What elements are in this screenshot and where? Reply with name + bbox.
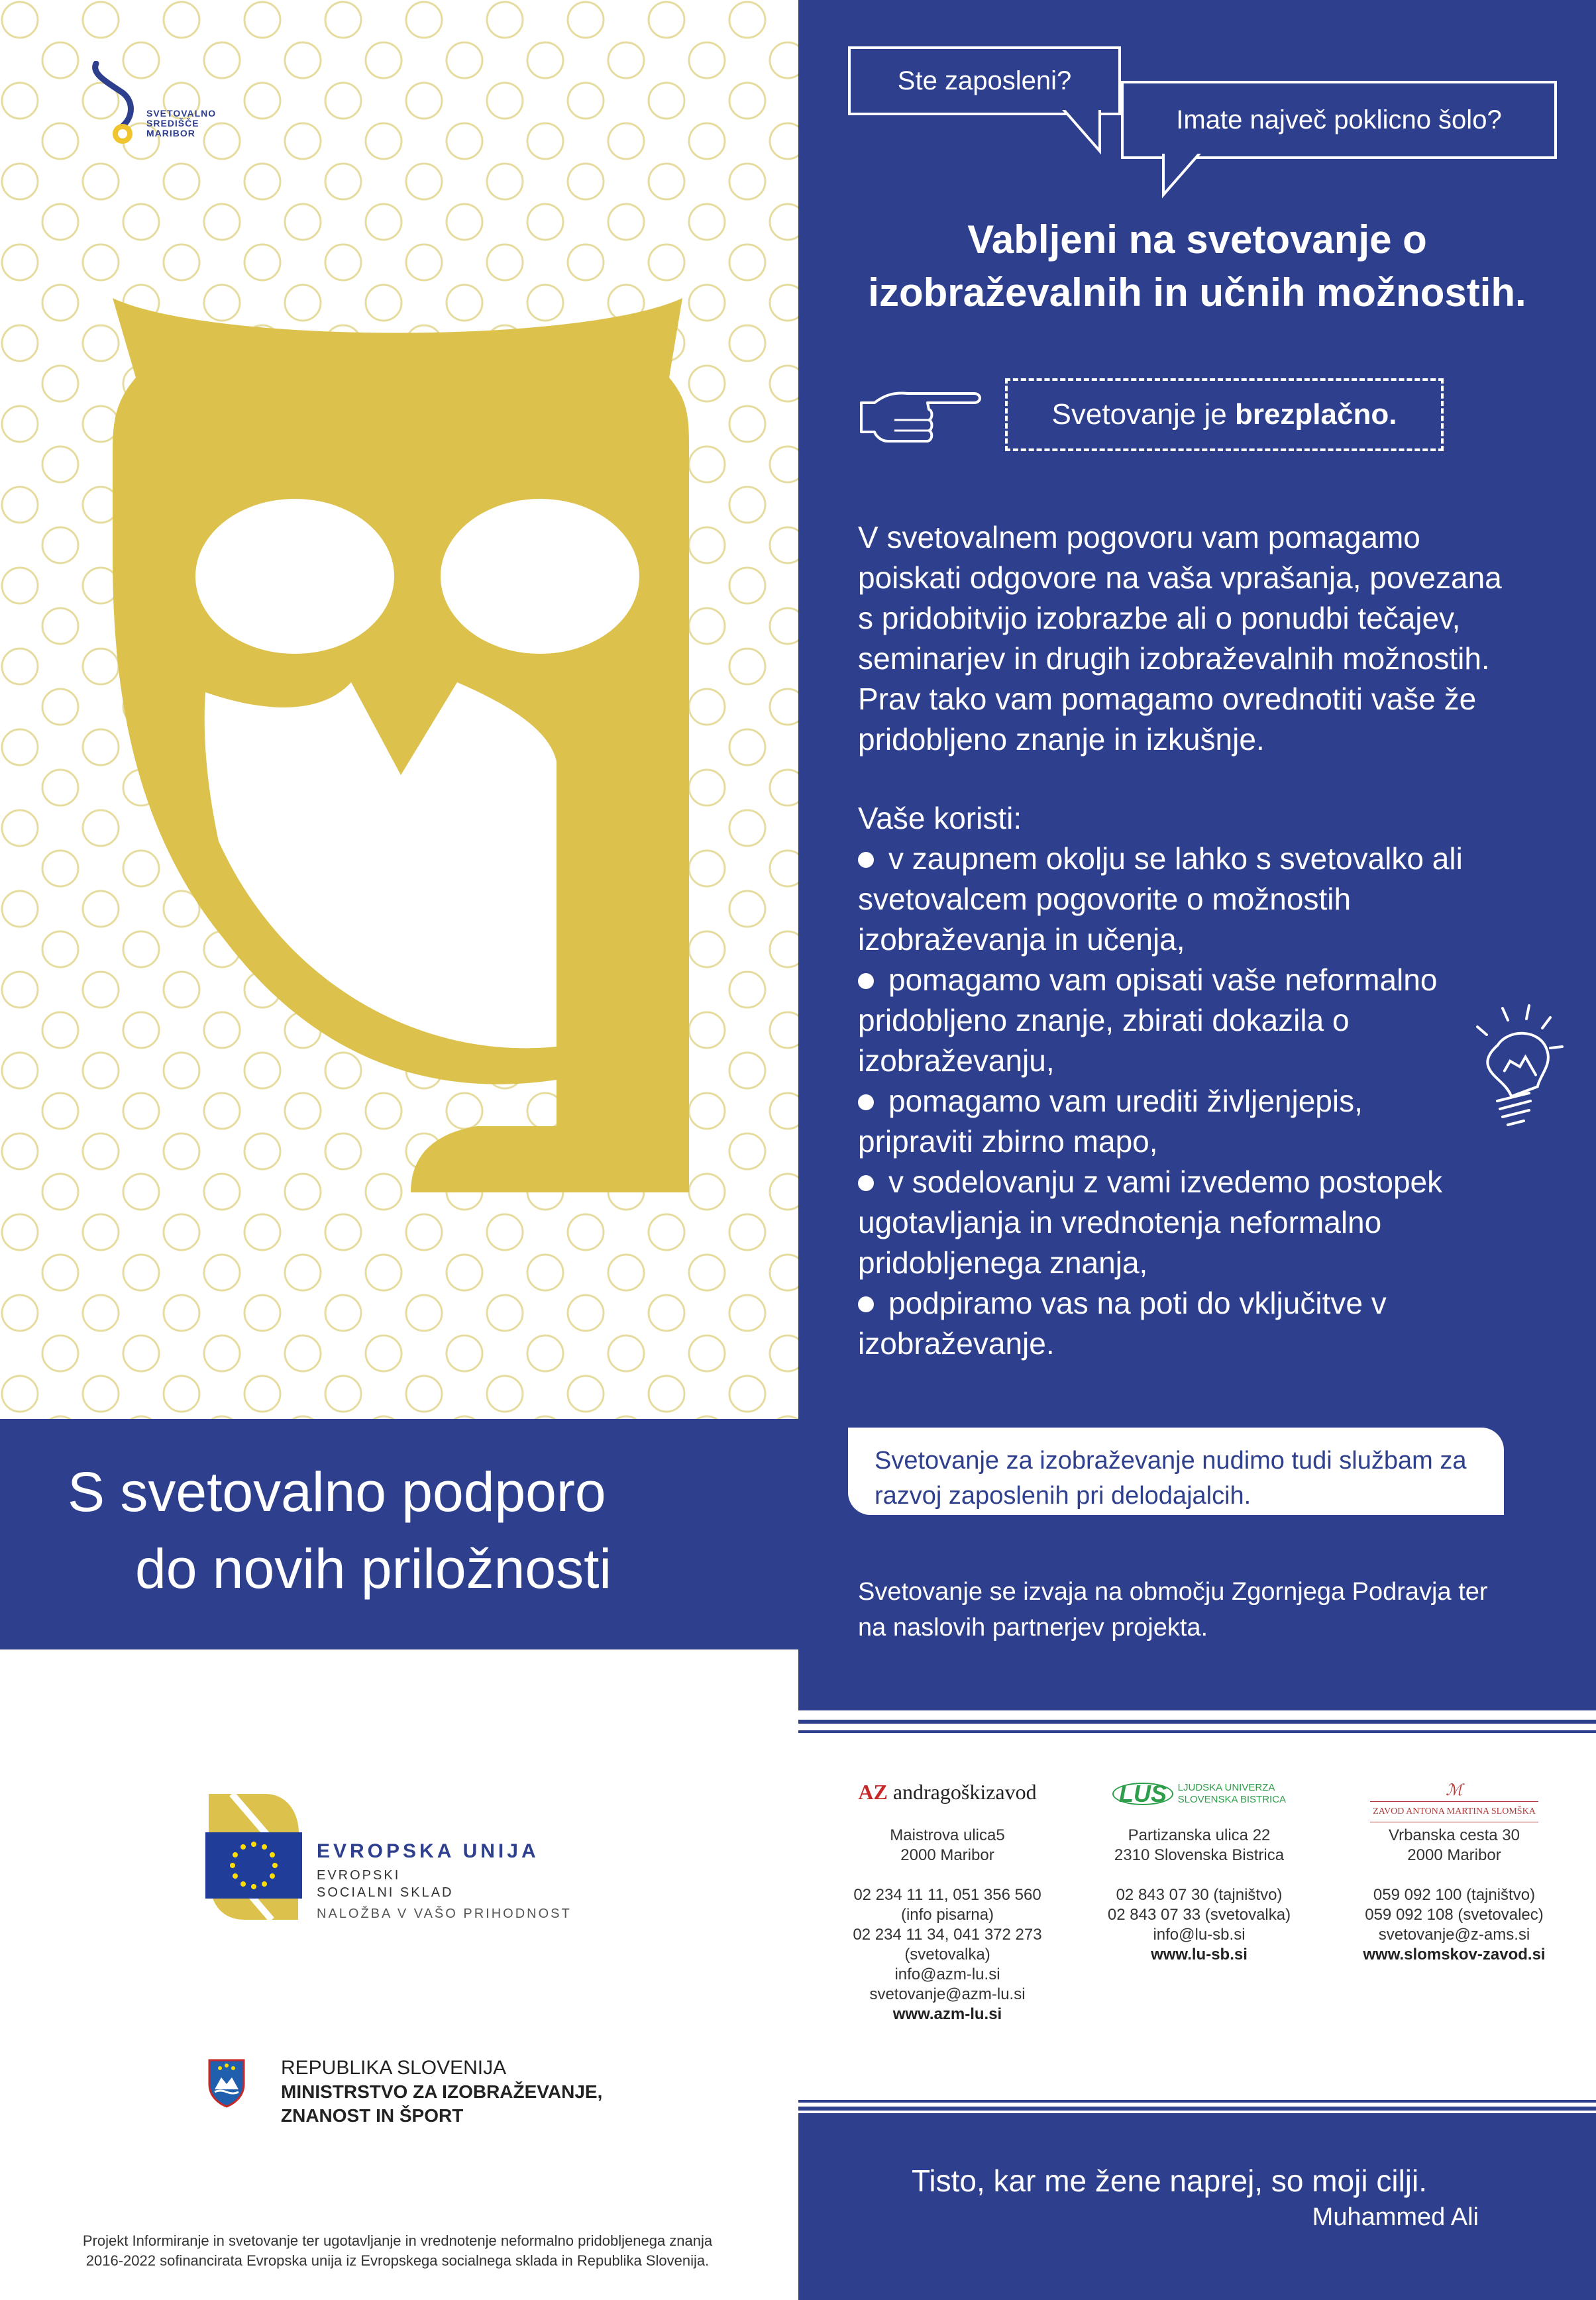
- area-text: [858, 1574, 1560, 1646]
- benefits-list: [858, 798, 1507, 1364]
- slovenia-coat-of-arms-icon: [207, 2058, 246, 2108]
- footer-line: 2016-2022 sofinancirata Evropska unija iz Evropskega socialnega sklada in Republika Slovenija.: [85, 2252, 710, 2269]
- partner-line: 02 234 11 11, 051 356 560: [853, 1886, 1041, 1904]
- pointing-hand-icon: [855, 383, 987, 449]
- partner-logo-name2: SLOVENSKA BISTRICA: [1177, 1794, 1287, 1805]
- partner-website-link[interactable]: www.lu-sb.si: [1151, 1946, 1248, 1963]
- bubble-tail-icon: [1060, 109, 1113, 155]
- list-item-cont: ugotavljanja in vrednotenja neformalno: [858, 1205, 1382, 1239]
- owl-chest: [205, 682, 557, 1048]
- ministry-line1: REPUBLIKA SLOVENIJA: [281, 2057, 507, 2079]
- eu-sub2: SOCIALNI SKLAD: [317, 1885, 454, 1900]
- partner-logo: [828, 1782, 1067, 1815]
- partner-line: (svetovalka): [904, 1946, 990, 1963]
- list-item-cont: pridobljeno znanje, zbirati dokazila o: [858, 1003, 1350, 1037]
- partner-line: 02 843 07 33 (svetovalka): [1107, 1906, 1291, 1924]
- partner-line: 2000 Maribor: [1407, 1846, 1501, 1864]
- partner-zams: [1332, 1782, 1577, 1965]
- partner-line: svetovanje@z-ams.si: [1378, 1926, 1530, 1944]
- partner-logo-name: andragoškizavod: [892, 1780, 1037, 1804]
- free-bold: brezplačno.: [1234, 398, 1397, 431]
- speech-bubble-text: Ste zaposleni?: [897, 66, 1072, 95]
- partner-logo: [1332, 1782, 1577, 1815]
- list-item: v sodelovanju z vami izvedemo postopek: [858, 1162, 1507, 1202]
- divider-stripe: [798, 2107, 1596, 2111]
- partner-line: Partizanska ulica 22: [1128, 1826, 1271, 1844]
- partner-logo-prefix: LUS: [1112, 1783, 1173, 1805]
- intro-line: seminarjev in drugih izobraževalnih možnostih.: [858, 641, 1490, 676]
- logo-line3: MARIBOR: [146, 128, 195, 138]
- free-text: Svetovanje je: [1051, 398, 1235, 431]
- owl-illustration: [0, 278, 798, 1272]
- speech-bubble-school: [1121, 81, 1557, 159]
- callout-line: razvoj zaposlenih pri delodajalcih.: [875, 1482, 1251, 1510]
- eu-tagline: NALOŽBA V VAŠO PRIHODNOST: [317, 1907, 572, 1921]
- slogan-band: [0, 1419, 798, 1649]
- partner-azm: [828, 1782, 1067, 2024]
- partner-logo-prefix: AZ: [858, 1780, 888, 1804]
- employer-callout: [848, 1428, 1504, 1515]
- partner-line: info@lu-sb.si: [1153, 1926, 1246, 1944]
- intro-line: pridobljeno znanje in izkušnje.: [858, 722, 1265, 757]
- benefits-title: Vaše koristi:: [858, 801, 1022, 835]
- logo: [89, 61, 275, 147]
- list-item: pomagamo vam urediti življenjepis,: [858, 1081, 1507, 1122]
- list-item: podpiramo vas na poti do vključitve v: [858, 1283, 1507, 1324]
- list-item-cont: izobraževanje.: [858, 1326, 1055, 1361]
- eu-flag-icon: [205, 1832, 302, 1899]
- list-item: v zaupnem okolju se lahko s svetovalko ali: [858, 839, 1507, 879]
- list-item-cont: izobraževanja in učenja,: [858, 922, 1185, 957]
- eu-logo: [205, 1787, 603, 1926]
- footer-line: Projekt Informiranje in svetovanje ter ugotavljanje in vrednotenje neformalno pridobljenega znanja: [82, 2232, 713, 2249]
- partner-line: Maistrova ulica5: [890, 1826, 1005, 1844]
- divider-stripe: [798, 1720, 1596, 1724]
- partner-line: info@azm-lu.si: [894, 1965, 1000, 1983]
- owl-body: [113, 298, 689, 1192]
- speech-bubble-employed: [848, 46, 1121, 115]
- intro-line: Prav tako vam pomagamo ovrednotiti vaše že: [858, 682, 1477, 716]
- quote-text: Tisto, kar me žene naprej, so moji cilji.: [912, 2164, 1428, 2198]
- divider-stripe: [798, 1730, 1596, 1733]
- bubble-tail-icon: [1161, 152, 1214, 199]
- eu-title: EVROPSKA UNIJA: [317, 1840, 539, 1862]
- list-item: pomagamo vam opisati vaše neformalno: [858, 960, 1507, 1000]
- area-line: Svetovanje se izvaja na območju Zgornjega Podravja ter: [858, 1578, 1488, 1606]
- funding-footer: [20, 2231, 775, 2271]
- partner-logo-name: ZAVOD ANTONA MARTINA SLOMŠKA: [1370, 1801, 1538, 1822]
- ministry-line3: ZNANOST IN ŠPORT: [281, 2105, 464, 2126]
- speech-bubble-text: Imate največ poklicno šolo?: [1176, 105, 1502, 134]
- partner-logo-name: LJUDSKA UNIVERZA: [1177, 1782, 1275, 1793]
- headline-line2: izobraževalnih in učnih možnostih.: [868, 270, 1526, 315]
- quote-author: Muhammed Ali: [1312, 2203, 1479, 2231]
- list-item-cont: pripraviti zbirno mapo,: [858, 1124, 1158, 1159]
- slogan-line2: do novih priložnosti: [135, 1538, 612, 1600]
- owl-right-eye: [441, 499, 639, 654]
- page-title: [798, 213, 1596, 319]
- intro-paragraph: [858, 517, 1547, 760]
- headline-line1: Vabljeni na svetovanje o: [967, 217, 1427, 262]
- partner-website-link[interactable]: www.azm-lu.si: [892, 2005, 1002, 2023]
- partner-line: Vrbanska cesta 30: [1389, 1826, 1520, 1844]
- partner-line: 02 843 07 30 (tajništvo): [1116, 1886, 1283, 1904]
- ministry-text: [281, 2056, 602, 2128]
- slogan-line1: S svetovalno podporo: [68, 1461, 606, 1523]
- partner-line: 02 234 11 34, 041 372 273: [853, 1926, 1042, 1944]
- partner-line: 059 092 100 (tajništvo): [1373, 1886, 1536, 1904]
- partner-line: 2310 Slovenska Bistrica: [1114, 1846, 1285, 1864]
- partner-line: 2000 Maribor: [900, 1846, 994, 1864]
- partner-line: 059 092 108 (svetovalec): [1365, 1906, 1544, 1924]
- list-item-cont: svetovalcem pogovorite o možnostih: [858, 882, 1352, 916]
- partner-lus: [1080, 1782, 1318, 1965]
- intro-line: V svetovalnem pogovoru vam pomagamo: [858, 520, 1420, 554]
- logo-line1: SVETOVALNO: [146, 108, 217, 119]
- eu-sub1: EVROPSKI: [317, 1868, 401, 1883]
- partner-website-link[interactable]: www.slomskov-zavod.si: [1363, 1946, 1546, 1963]
- intro-line: s pridobitvijo izobrazbe ali o ponudbi tečajev,: [858, 601, 1461, 635]
- free-counselling-box: [1005, 378, 1444, 451]
- owl-left-eye: [195, 499, 394, 654]
- light-bulb-icon: [1458, 1000, 1570, 1133]
- signature-icon: ℳ: [1446, 1782, 1463, 1799]
- ministry-line2: MINISTRSTVO ZA IZOBRAŽEVANJE,: [281, 2081, 603, 2102]
- partner-line: svetovanje@azm-lu.si: [869, 1985, 1026, 2003]
- list-item-cont: izobraževanju,: [858, 1043, 1055, 1078]
- area-line: na naslovih partnerjev projekta.: [858, 1614, 1208, 1642]
- partner-logo: [1080, 1782, 1318, 1815]
- logo-line2: SREDIŠČE: [146, 118, 199, 129]
- callout-line: Svetovanje za izobraževanje nudimo tudi službam za: [875, 1447, 1467, 1475]
- intro-line: poiskati odgovore na vaša vprašanja, povezana: [858, 560, 1502, 595]
- partner-line: (info pisarna): [900, 1906, 994, 1924]
- divider-stripe: [798, 2100, 1596, 2103]
- list-item-cont: pridobljenega znanja,: [858, 1245, 1148, 1280]
